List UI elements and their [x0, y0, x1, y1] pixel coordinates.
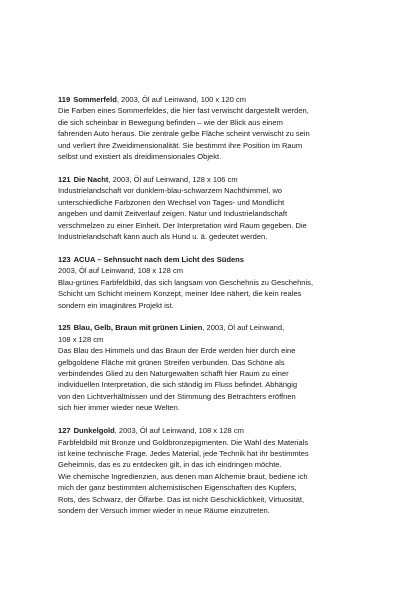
entry-text-line: und verliert ihre Zweidimensionalität. Sie bestimmt ihre Position im Raum [58, 140, 303, 150]
entry-meta: , 2003, Öl auf Leinwand, [202, 323, 285, 333]
artwork-entry [58, 174, 376, 242]
entry-meta: , 2003, Öl auf Leinwand, 108 x 128 cm [114, 426, 244, 436]
entry-text-line: 108 x 128 cm [58, 334, 104, 344]
entry-number: 125 [58, 323, 71, 333]
artwork-entry [58, 94, 376, 162]
artwork-entry [58, 425, 376, 516]
entry-number: 121 [58, 174, 71, 184]
entry-text-line: Das Blau des Himmels und das Braun der Erde werden hier durch eine [58, 346, 296, 356]
entry-heading [58, 322, 376, 333]
entry-title: ACUA – Sehnsucht nach dem Licht des Südens [73, 254, 244, 264]
artwork-entry [58, 254, 376, 311]
entry-text-line: angeben und damit Zeitverlauf zeigen. Natur und Industrielandschaft [58, 209, 288, 219]
entry-text-line: Rots, des Schwarz, der Ölfarbe. Das ist nicht Geschicklichkeit, Virtuosität, [58, 494, 305, 504]
entry-text-line: fahrenden Auto heraus. Die zentrale gelbe Fläche scheint verwischt zu sein [58, 129, 310, 139]
entry-title: Blau, Gelb, Braun mit grünen Linien [73, 323, 203, 333]
entry-heading [58, 254, 376, 265]
entry-text-line: Blau-grünes Farbfeldbild, das sich langsam von Geschehnis zu Geschehnis, [58, 277, 314, 287]
entry-heading [58, 94, 376, 105]
entry-text-line: von den Lichtverhältnissen und der Stimmung des Betrachters eröffnen [58, 391, 296, 401]
entry-text-line: sich hier immer wieder neue Welten. [58, 403, 180, 413]
artwork-entry [58, 322, 376, 413]
entry-text-line: ist keine technische Frage. Jedes Material, jede Technik hat ihr bestimmtes [58, 448, 309, 458]
entry-text-line: Industrielandschaft vor dunklem-blau-schwarzem Nachthimmel, wo [58, 186, 282, 196]
entry-text-line: Schicht um Schicht meinem Konzept, meiner Idee nähert, die kein reales [58, 289, 302, 299]
entry-text-line: Farbfeldbild mit Bronze und Goldbronzepigmenten. Die Wahl des Materials [58, 437, 309, 447]
catalog-text-column [58, 94, 376, 528]
entry-title: Dunkelgold [73, 426, 115, 436]
entry-text-line: Die Farben eines Sommerfeldes, die hier fast verwischt dargestellt werden, [58, 106, 309, 116]
entry-text-line: gelbgoldene Fläche mit grünen Streifen verbunden. Das Schöne als [58, 357, 285, 367]
entry-number: 123 [58, 254, 71, 264]
entry-meta: , 2003, Öl auf Leinwand, 100 x 120 cm [116, 95, 247, 104]
entry-title: Sommerfeld [73, 95, 117, 104]
entry-number: 119 [58, 95, 71, 104]
entry-text-line: verbindendes Glied zu den Naturgewalten schafft hier Raum zu einer [58, 369, 289, 379]
entry-text-line: Industrielandschaft kann auch als Hund u. ä. gedeutet werden. [58, 231, 268, 241]
entry-heading [58, 425, 376, 436]
entry-text-line: die sich scheinbar in Bewegung befinden – wie der Blick aus einem [58, 117, 283, 127]
entry-meta: , 2003, Öl auf Leinwand, 128 x 106 cm [108, 174, 238, 184]
entry-number: 127 [58, 426, 71, 436]
entry-text-line: 2003, Öl auf Leinwand, 108 x 128 cm [58, 266, 184, 276]
entry-text-line: selbst und existiert als dreidimensionales Objekt. [58, 152, 222, 162]
entry-heading [58, 174, 376, 185]
entry-title: Die Nacht [73, 174, 109, 184]
entry-text-line: verschmelzen zu einer Einheit. Der Interpretation wird Raum gegeben. Die [58, 220, 307, 230]
entry-text-line: sondern ein imaginäres Projekt ist. [58, 300, 174, 310]
entry-text-line: sondern der Versuch immer wieder in neue Räume einzutreten. [58, 506, 270, 515]
entry-text-line: Geheimnis, das es zu entdecken gilt, in das ich eindringen möchte. [58, 460, 282, 470]
entry-text-line: individuellen Interpretation, die sich ständig im Fluss befindet. Abhängig [58, 380, 298, 390]
entry-text-line: mich der ganz bestimmten alchemistischen Eigenschaften des Kupfers, [58, 483, 297, 493]
entry-text-line: Wie chemische Ingredienzien, aus denen man Alchemie braut, bediene ich [58, 471, 308, 481]
entry-text-line: unterschiedliche Farbzonen den Wechsel von Tages- und Mondlicht [58, 197, 285, 207]
